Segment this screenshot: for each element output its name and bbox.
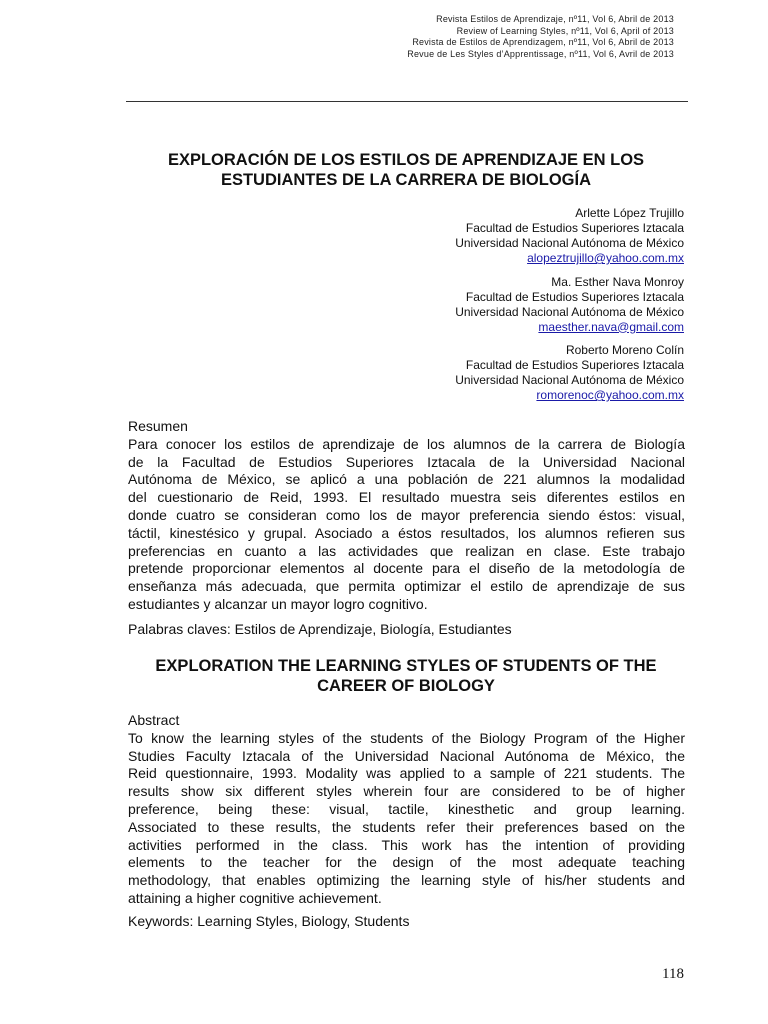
english-keywords: Keywords: Learning Styles, Biology, Students (128, 913, 410, 929)
abstract-line: To know the learning styles of the students of the Biology Program of the Higher (128, 729, 685, 746)
resumen-line: táctil, kinestésico y grupal. Asociado a éstos resultados, los alumnos refieren sus (128, 524, 685, 541)
english-title-line: EXPLORATION THE LEARNING STYLES OF STUDENTS OF THE (155, 657, 657, 675)
resumen-line: preferencias en cuanto a las actividades que realizan en clase. Este trabajo (128, 542, 685, 559)
author-email-link[interactable]: alopeztrujillo@yahoo.com.mx (527, 251, 684, 265)
spanish-keywords: Palabras claves: Estilos de Aprendizaje, Biología, Estudiantes (128, 621, 512, 637)
resumen-line: de la Facultad de Estudios Superiores Iztacala de la Universidad Nacional (128, 453, 685, 470)
page-number: 118 (662, 966, 684, 982)
author-name: Roberto Moreno Colín (565, 343, 684, 357)
journal-header-line: Revista de Estilos de Aprendizagem, nº11, Vol 6, Abril de 2013 (412, 37, 674, 47)
resumen-line: enseñanza más adecuada, que permita optimizar el estilo de aprendizaje de sus (128, 578, 685, 595)
resumen-line: Para conocer los estilos de aprendizaje de los alumnos de la carrera de Biología (128, 435, 685, 452)
english-title-line: CAREER OF BIOLOGY (317, 677, 495, 695)
journal-header-line: Review of Learning Styles, nº11, Vol 6, April of 2013 (456, 25, 674, 36)
author-university: Universidad Nacional Autónoma de México (455, 373, 684, 387)
abstract-line: results show six different styles wherein four are considered to be of higher (128, 783, 685, 800)
author-block (455, 343, 684, 403)
author-list (455, 206, 684, 412)
author-name: Ma. Esther Nava Monroy (551, 274, 684, 289)
journal-header (407, 14, 674, 60)
abstract-heading: Abstract (128, 712, 180, 728)
author-university: Universidad Nacional Autónoma de México (455, 236, 684, 250)
author-university: Universidad Nacional Autónoma de México (455, 304, 684, 319)
resumen-line: estudiantes y alcanzar un mayor logro cognitivo. (128, 595, 428, 612)
author-faculty: Facultad de Estudios Superiores Iztacala (465, 221, 684, 235)
spanish-title (128, 150, 684, 190)
resumen-line: del cuestionario de Reid, 1993. El resultado muestra seis diferentes estilos en (128, 489, 685, 506)
abstract-line: preference, being these: visual, tactile, kinesthetic and group learning. (128, 800, 685, 817)
author-name: Arlette López Trujillo (575, 206, 684, 220)
journal-header-line: Revue de Les Styles d’Apprentissage, nº11, Vol 6, Avril de 2013 (407, 48, 674, 59)
abstract-line: Studies Faculty Iztacala of the Universidad Nacional Autónoma de México, the (128, 747, 685, 764)
journal-header-line: Revista Estilos de Aprendizaje, nº11, Vol 6, Abril de 2013 (436, 14, 674, 24)
resumen-line: pretende proporcionar elementos al docente para el diseño de la metodología de (128, 560, 685, 577)
abstract-line: methodology, that enables optimizing the learning style of his/her students and (128, 872, 685, 889)
author-faculty: Facultad de Estudios Superiores Iztacala (465, 358, 684, 372)
english-title (126, 656, 686, 696)
resumen-line: donde cuatro se consideran como los de mayor preferencia siendo éstos: visual, (128, 506, 685, 523)
resumen-section (128, 418, 685, 614)
spanish-title-line: EXPLORACIÓN DE LOS ESTILOS DE APRENDIZAJE EN LOS (167, 151, 645, 169)
resumen-line: Autónoma de México, se aplicó a una población de 221 alumnos la modalidad (128, 471, 685, 488)
author-block (455, 275, 684, 335)
author-block (455, 206, 684, 266)
abstract-line: elements to the teacher for the design of the most adequate teaching (128, 854, 685, 871)
abstract-section (128, 712, 685, 908)
header-divider (126, 101, 688, 102)
author-email-link[interactable]: maesther.nava@gmail.com (538, 319, 684, 334)
abstract-line: Reid questionnaire, 1993. Modality was applied to a sample of 221 students. The (128, 765, 685, 782)
abstract-line: activities performed in the class. This work has the intention of providing (128, 836, 685, 853)
resumen-heading: Resumen (128, 418, 188, 434)
spanish-title-line: ESTUDIANTES DE LA CARRERA DE BIOLOGÍA (220, 171, 592, 189)
author-faculty: Facultad de Estudios Superiores Iztacala (465, 289, 684, 304)
abstract-line: Associated to these results, the students refer their preferences based on the (128, 818, 685, 835)
abstract-line: attaining a higher cognitive achievement. (128, 889, 382, 906)
author-email-link[interactable]: romorenoc@yahoo.com.mx (536, 388, 684, 402)
